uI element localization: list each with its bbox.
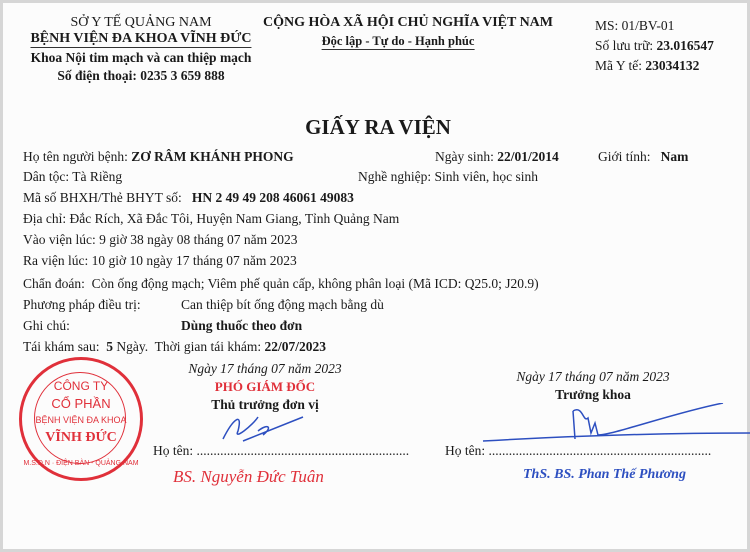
deputy-director-title: PHÓ GIÁM ĐỐC <box>214 379 316 394</box>
ward-name: Khoa Nội tim mạch và can thiệp mạch <box>30 50 252 65</box>
diagnosis: Chẩn đoán: Còn ống động mạch; Viêm phế quản cấp, không phân loại (Mã ICD: Q25.0; J20.9) <box>23 276 539 291</box>
treatment-label: Phương pháp điều trị: <box>23 297 141 312</box>
follow-up: Tái khám sau: 5 Ngày. Thời gian tái khám: 22/07/2023 <box>23 339 327 354</box>
left-signature <box>203 411 313 443</box>
stamp-ring-text: M.S.D.N · ĐIỆN BÀN - QUẢNG NAM <box>23 460 139 467</box>
note-label: Ghi chú: <box>23 318 70 333</box>
insurance: Mã số BHXH/Thẻ BHYT số: HN 2 49 49 208 46061 49083 <box>23 190 354 205</box>
treatment: Can thiệp bít ống động mạch bằng dù <box>181 297 384 312</box>
discharge-time: Ra viện lúc: 10 giờ 10 ngày 17 tháng 07 năm 2023 <box>23 253 297 268</box>
right-signature <box>473 403 750 443</box>
right-sign-role: Trưởng khoa <box>555 387 631 402</box>
right-signer-name: ThS. BS. Phan Thế Phương <box>523 467 686 482</box>
ethnicity: Dân tộc: Tà Riềng <box>23 169 123 184</box>
right-name-field: Họ tên: .................................................................. <box>445 443 712 458</box>
stamp-line-4: VĨNH ĐỨC <box>45 430 117 445</box>
stamp-line-1: CÔNG TY <box>53 379 109 393</box>
left-sign-role: Thủ trưởng đơn vị <box>211 397 319 412</box>
hospital-stamp <box>19 357 143 481</box>
phone: Số điện thoại: 0235 3 659 888 <box>57 68 225 83</box>
medical-code: Mã Y tế: 23034132 <box>595 58 700 73</box>
occupation: Nghề nghiệp: Sinh viên, học sinh <box>358 169 538 184</box>
left-sign-date: Ngày 17 tháng 07 năm 2023 <box>188 361 342 376</box>
motto: Độc lập - Tự do - Hạnh phúc <box>321 34 475 48</box>
document-title: GIẤY RA VIỆN <box>305 115 451 139</box>
note: Dùng thuốc theo đơn <box>181 318 303 333</box>
nation-title: CỘNG HÒA XÃ HỘI CHỦ NGHĨA VIỆT NAM <box>262 15 554 30</box>
left-name-field: Họ tên: ............................................................... <box>153 443 410 458</box>
left-signer-name: BS. Nguyễn Đức Tuân <box>173 467 324 486</box>
health-dept: SỞ Y TẾ QUẢNG NAM <box>70 15 212 30</box>
stamp-line-2: CỔ PHẦN <box>51 396 111 411</box>
right-sign-date: Ngày 17 tháng 07 năm 2023 <box>516 369 670 384</box>
stamp-line-3: BỆNH VIỆN ĐA KHOA <box>35 415 127 425</box>
form-code: MS: 01/BV-01 <box>595 18 675 33</box>
admission-time: Vào viện lúc: 9 giờ 38 ngày 08 tháng 07 năm 2023 <box>23 232 298 247</box>
patient-name: Họ tên người bệnh: ZƠ RÂM KHÁNH PHONG <box>23 149 294 164</box>
dob: Ngày sinh: 22/01/2014 <box>435 149 559 164</box>
hospital-name: BỆNH VIỆN ĐA KHOA VĨNH ĐỨC <box>30 31 252 46</box>
address: Địa chỉ: Đắc Rích, Xã Đắc Tôi, Huyện Nam Giang, Tỉnh Quảng Nam <box>23 211 400 226</box>
sex: Giới tính: Nam <box>598 149 689 164</box>
archive-number: Số lưu trữ: 23.016547 <box>595 38 714 53</box>
